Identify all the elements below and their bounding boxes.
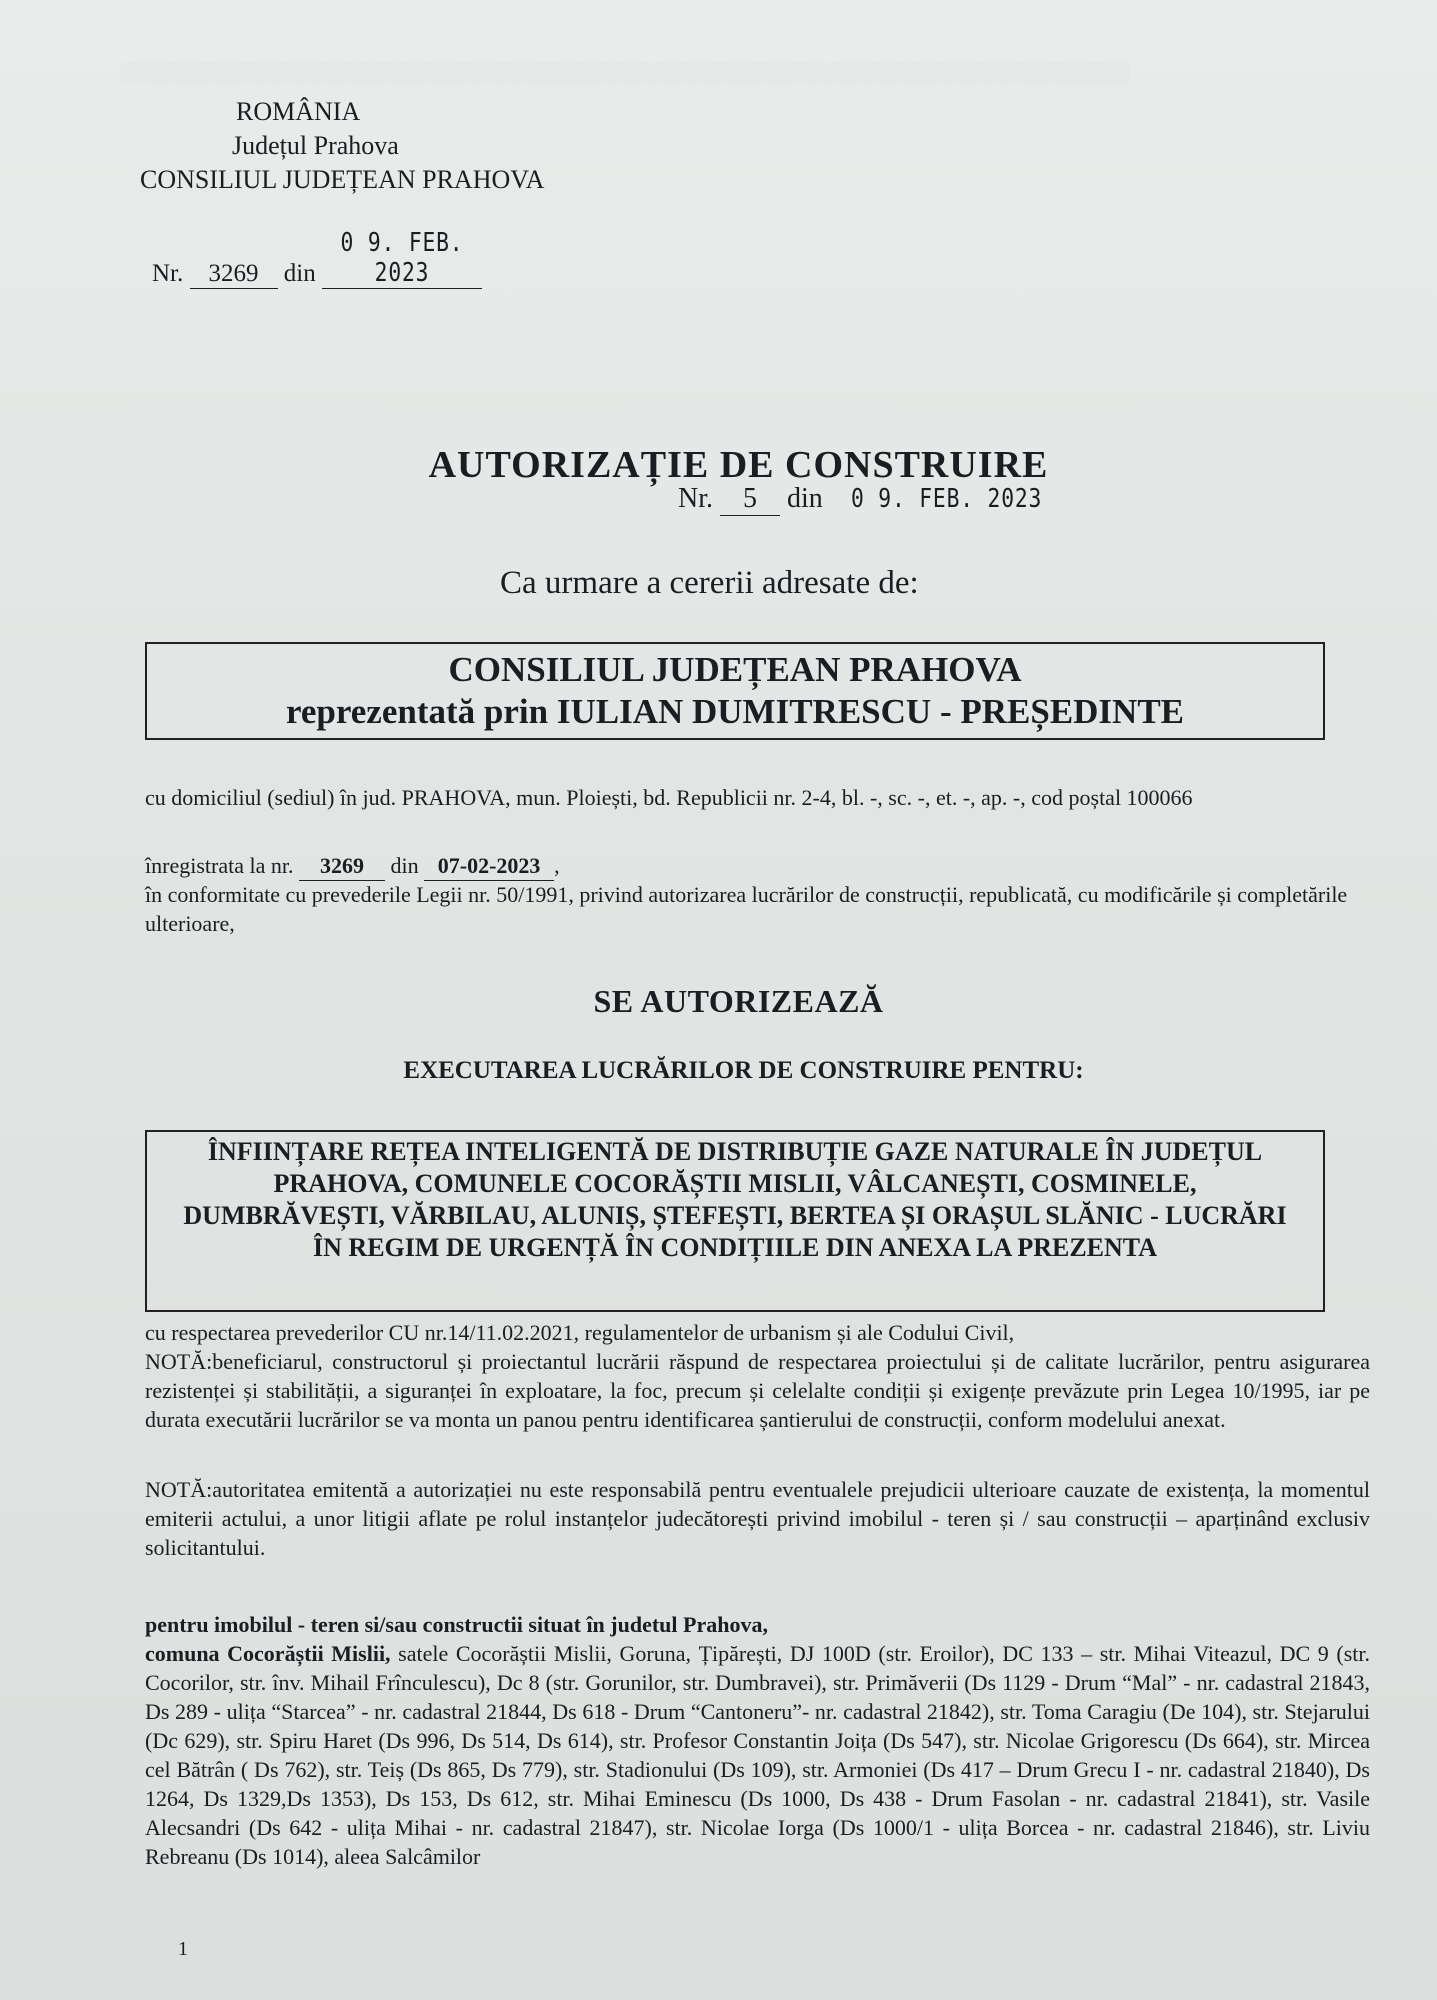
auth-din-label: din: [787, 483, 823, 514]
note-authority: NOTĂ:autoritatea emitentă a autorizației nu este responsabilă pentru eventualele prejudicii ulterioare cauzate de existența, la momentul emiterii actului, a unor litigii aflate pe rolul instanțelor judecătorești privind imobilul - teren și / sau construcții – aparținând exclusiv solicitantului.: [145, 1477, 1370, 1560]
auth-nr-label: Nr.: [678, 483, 713, 514]
domicile-text: cu domiciliul (sediul) în jud. PRAHOVA, mun. Ploiești, bd. Republicii nr. 2-4, bl. -, sc. -, et. -, ap. -, cod poștal 100066: [145, 785, 1193, 810]
applicant-name: CONSILIUL JUDEȚEAN PRAHOVA: [448, 650, 1022, 689]
authorizes-heading: SE AUTORIZEAZĂ: [593, 983, 884, 1019]
works-description-box: [145, 1130, 1325, 1312]
request-line: Ca urmare a cererii adresate de:: [500, 565, 919, 601]
law-text: în conformitate cu prevederile Legii nr. 50/1991, privind autorizarea lucrărilor de construcții, republicată, cu modificările și completările ulterioare,: [145, 882, 1348, 936]
applicant-box: [145, 642, 1325, 740]
council-name: CONSILIUL JUDEȚEAN PRAHOVA: [140, 165, 545, 194]
registration-line: [145, 851, 1370, 881]
issuer-header: [140, 95, 544, 197]
bleed-through-texture: ░░░░░░░░░░░░░░░░░░░░░░░░░░░░░░░░░░░░░░░░░░░░░░░░░░░░░░░░░░░░░░░░░░░░░░░░░░░: [120, 63, 1130, 84]
compliance-text: cu respectarea prevederilor CU nr.14/11.02.2021, regulamentelor de urbanism și ale Codului Civil,: [145, 1320, 1015, 1345]
registration-date: 07-02-2023: [424, 851, 554, 881]
registration-number: 3269: [190, 260, 278, 289]
authorization-number: 5: [720, 483, 780, 516]
registration-suffix: ,: [554, 853, 560, 878]
property-location: [145, 1639, 1370, 1871]
date-stamp: 0 9. FEB. 2023: [340, 228, 464, 288]
note-beneficiary: NOTĂ:beneficiarul, constructorul și proiectantul lucrării răspund de respectarea proiectului și de calitate lucrărilor, pentru asigurarea rezistenței și stabilității, a siguranței în exploatare, la foc, precum și celelalte condiții și exigențe prevăzute prin Legea 10/1995, iar pe durata executării lucrărilor se va monta un panou pentru identificarea șantierului de construcții, conform modelului anexat.: [145, 1349, 1370, 1432]
property-streets: satele Cocorăștii Mislii, Goruna, Țipărești, DJ 100D (str. Eroilor), DC 133 – str. Mihai Viteazul, DC 9 (str. Cocorilor, str. înv. Mihail Frînculescu), Dc 8 (str. Gorunilor, str. Dumbravei), str. Primăverii (Ds 1129 - Drum “Mal” - nr. cadastral 21843, Ds 289 - ulița “Starcea” - nr. cadastral 21844, Ds 618 - Drum “Cantoneru”- nr. cadastral 21842), str. Toma Caragiu (De 104), str. Stejarului (Dc 629), str. Spiru Haret (Ds 996, Ds 514, Ds 614), str. Profesor Constantin Joița (Ds 547), str. Nicolae Grigorescu (Ds 664), str. Mircea cel Bătrân ( Ds 762), str. Teiș (Ds 865, Ds 779), str. Stadionului (Ds 109), str. Armoniei (Ds 417 – Drum Grecu I - nr. cadastral 21840), Ds 1264, Ds 1329,Ds 1353), Ds 153, Ds 612, str. Mihai Eminescu (Ds 1000, Ds 438 - Drum Fasolan - nr. cadastral 21841), str. Vasile Alecsandri (Ds 642 - ulița Mihai - nr. cadastral 21847), str. Nicolae Iorga (Ds 1000/1 - ulița Borcea - nr. cadastral 21846), str. Liviu Rebreanu (Ds 1014), aleea Salcâmilor: [145, 1641, 1370, 1869]
registration-prefix: înregistrata la nr.: [145, 853, 294, 878]
county-name: Județul Prahova: [232, 131, 399, 160]
registration-number-line: [152, 228, 482, 289]
document-title: AUTORIZAȚIE DE CONSTRUIRE: [428, 444, 1049, 486]
country-name: ROMÂNIA: [236, 97, 361, 126]
page-number: 1: [178, 1938, 188, 1960]
works-description: ÎNFIINȚARE REȚEA INTELIGENTĂ DE DISTRIBUȚIE GAZE NATURALE ÎN JUDEȚUL PRAHOVA, COMUNELE COCORĂȘTII MISLII, VÂLCANEȘTI, COSMINELE, DUMBRĂVEȘTI, VĂRBILAU, ALUNIȘ, ȘTEFEȘTI, BERTEA ȘI ORAȘUL SLĂNIC - LUCRĂRI ÎN REGIM DE URGENȚĂ ÎN CONDIȚIILE DIN ANEXA LA PREZENTA: [183, 1137, 1287, 1262]
authorization-date-stamp: 0 9. FEB. 2023: [850, 484, 1042, 514]
authorization-number-line: [678, 483, 1063, 516]
execution-heading: EXECUTAREA LUCRĂRILOR DE CONSTRUIRE PENTRU:: [403, 1057, 1084, 1084]
registration-nr: 3269: [299, 851, 385, 881]
property-heading: pentru imobilul - teren si/sau constructii situat în judetul Prahova,: [145, 1612, 768, 1637]
property-commune: comuna Cocorăștii Mislii,: [145, 1641, 391, 1666]
applicant-representative: reprezentată prin IULIAN DUMITRESCU - PREȘEDINTE: [285, 692, 1185, 731]
registration-din: din: [390, 853, 419, 878]
din-label: din: [283, 260, 316, 287]
nr-label: Nr.: [152, 260, 184, 287]
